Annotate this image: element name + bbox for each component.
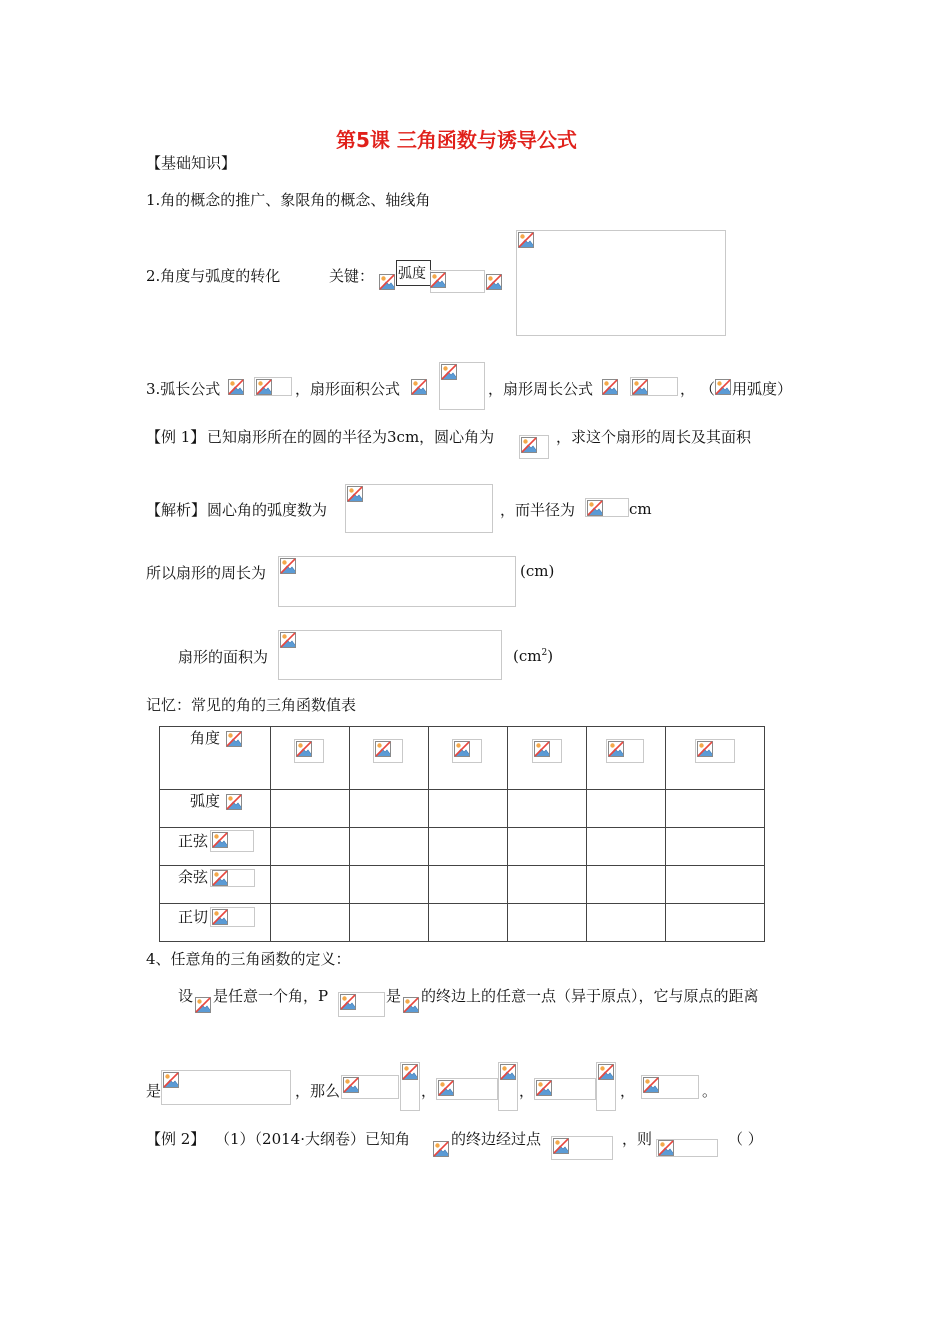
- broken-image-icon: [598, 1064, 614, 1080]
- broken-image-icon: [536, 1080, 552, 1096]
- formula-box: [278, 630, 502, 680]
- broken-image-icon: [228, 379, 244, 395]
- def-2-comma: ，: [519, 1082, 535, 1100]
- def-2-a: 是: [146, 1082, 162, 1100]
- broken-image-icon: [375, 741, 391, 757]
- def-2-end: 。: [702, 1082, 718, 1100]
- broken-image-icon: [521, 437, 537, 453]
- broken-image-icon: [212, 832, 228, 848]
- trig-value-table: [159, 726, 765, 942]
- area-unit: $(cm^2)$: [513, 647, 554, 665]
- item-1: 1.角的概念的推广、象限角的概念、轴线角: [146, 191, 431, 209]
- def-1-d: 的终边上的任意一点（异于原点），它与原点的距离: [421, 987, 759, 1005]
- broken-image-icon: [438, 1080, 454, 1096]
- table-row-label: 角度: [160, 727, 271, 790]
- perimeter-text: 所以扇形的周长为: [146, 564, 267, 582]
- formula-box: [516, 230, 726, 336]
- item-3-paren: （: [700, 380, 716, 398]
- def-2-comma: ，: [421, 1082, 437, 1100]
- def-1-a: 设: [178, 987, 194, 1005]
- broken-image-icon: [608, 741, 624, 757]
- broken-image-icon: [697, 741, 713, 757]
- memo-text: 记忆：常见的角的三角函数值表: [146, 696, 357, 714]
- solution-mid: ，而半径为: [500, 501, 576, 519]
- solution-text: 圆心角的弧度数为: [207, 501, 328, 519]
- broken-image-icon: [587, 500, 603, 516]
- broken-image-icon: [454, 741, 470, 757]
- solution-unit: cm: [629, 500, 652, 518]
- formula-box: [345, 484, 493, 533]
- broken-image-icon: [441, 364, 457, 380]
- example-2-tag: 【例 2】: [146, 1130, 206, 1148]
- table-row-label: 余弦: [160, 866, 271, 904]
- broken-image-icon: [553, 1138, 569, 1154]
- def-1-c: 是: [386, 987, 402, 1005]
- example-2-mid: 的终边经过点: [451, 1130, 542, 1148]
- formula-box: [278, 556, 516, 607]
- table-row-label: 正弦: [160, 828, 271, 866]
- table-row-label: 正切: [160, 904, 271, 942]
- def-2-b: ，那么: [295, 1082, 341, 1100]
- broken-image-icon: [402, 1064, 418, 1080]
- broken-image-icon: [643, 1077, 659, 1093]
- table-cell: [350, 727, 429, 790]
- item-2-label: 2.角度与弧度的转化: [146, 267, 281, 285]
- table-cell: [666, 727, 765, 790]
- solution-tag: 【解析】: [146, 501, 207, 519]
- broken-image-icon: [226, 731, 242, 747]
- broken-image-icon: [486, 274, 502, 290]
- example-2-then: ，则: [622, 1130, 653, 1148]
- broken-image-icon: [212, 870, 228, 886]
- section-heading: 【基础知识】: [146, 154, 237, 172]
- broken-image-icon: [340, 994, 356, 1010]
- def-1-b: 是任意一个角，P: [213, 987, 329, 1005]
- perimeter-unit: (cm): [520, 562, 555, 580]
- item-2-key: 关键：: [329, 267, 375, 285]
- broken-image-icon: [715, 379, 731, 395]
- broken-image-icon: [602, 379, 618, 395]
- item-3-note: 用弧度）: [732, 380, 793, 398]
- item-3-comma: ，: [680, 380, 696, 398]
- example-1-text: 已知扇形所在的圆的半径为3cm，圆心角为: [207, 428, 495, 446]
- page-title: 第5课 三角函数与诱导公式: [336, 128, 577, 152]
- item-3-label: 3.弧长公式: [146, 380, 221, 398]
- table-cell: [587, 727, 666, 790]
- broken-image-icon: [433, 1141, 449, 1157]
- example-2-paren: （ ）: [728, 1130, 763, 1148]
- broken-image-icon: [212, 909, 228, 925]
- broken-image-icon: [518, 232, 534, 248]
- formula-box: [161, 1070, 291, 1105]
- table-row-label: 弧度: [160, 790, 271, 828]
- broken-image-icon: [343, 1077, 359, 1093]
- example-2-text: （1）（2014·大纲卷）已知角: [215, 1130, 410, 1148]
- broken-image-icon: [658, 1140, 674, 1156]
- example-1-tag: 【例 1】: [146, 428, 206, 446]
- broken-image-icon: [296, 741, 312, 757]
- broken-image-icon: [632, 379, 648, 395]
- radian-box: 弧度: [396, 260, 431, 286]
- broken-image-icon: [379, 274, 395, 290]
- broken-image-icon: [280, 632, 296, 648]
- table-cell: [271, 727, 350, 790]
- broken-image-icon: [195, 997, 211, 1013]
- broken-image-icon: [403, 997, 419, 1013]
- broken-image-icon: [256, 379, 272, 395]
- table-cell: [429, 727, 508, 790]
- area-text: 扇形的面积为: [178, 648, 269, 666]
- item-4: 4、任意角的三角函数的定义：: [146, 950, 351, 968]
- broken-image-icon: [347, 486, 363, 502]
- broken-image-icon: [500, 1064, 516, 1080]
- def-2-comma: ，: [620, 1082, 636, 1100]
- broken-image-icon: [226, 794, 242, 810]
- example-1-ask: ，求这个扇形的周长及其面积: [556, 428, 752, 446]
- broken-image-icon: [411, 379, 427, 395]
- broken-image-icon: [163, 1072, 179, 1088]
- broken-image-icon: [280, 558, 296, 574]
- broken-image-icon: [430, 272, 446, 288]
- broken-image-icon: [534, 741, 550, 757]
- item-3-peri: ，扇形周长公式: [488, 380, 594, 398]
- table-cell: [508, 727, 587, 790]
- item-3-area: ，扇形面积公式: [295, 380, 401, 398]
